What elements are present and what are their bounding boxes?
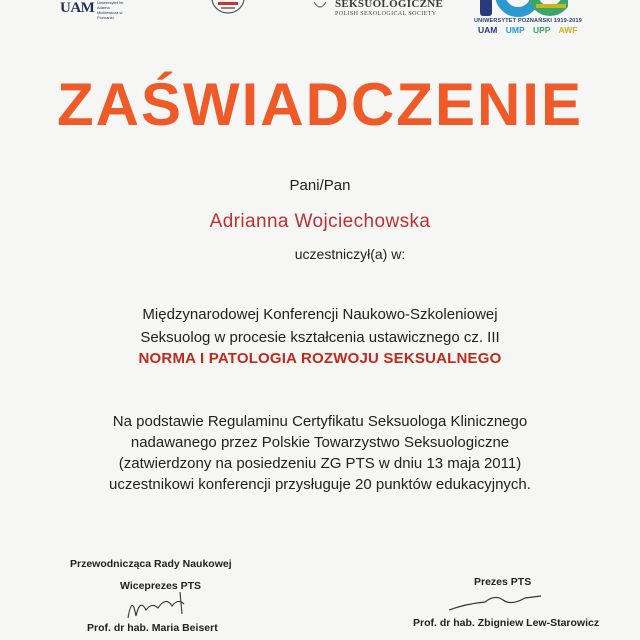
left-signatory-vice: Wiceprezes PTS — [120, 580, 202, 592]
society-emblem-icon — [312, 0, 328, 12]
left-signatory-role: Przewodnicząca Rady Naukowej — [70, 558, 232, 570]
paragraph-line-3: (zatwierdzony na posiedzeniu ZG PTS w dniu 13 maja 2011) — [118, 455, 522, 472]
certificate-title: ZAŚWIADCZENIE — [57, 71, 583, 138]
society-name: SEKSUOLOGICZNE — [335, 0, 444, 10]
right-signatory-name: Prof. dr hab. Zbigniew Lew-Starowicz — [413, 617, 600, 629]
recipient-name: Adrianna Wojciechowska — [209, 211, 431, 232]
conference-line-1: Międzynarodowej Konferencji Naukowo-Szkoleniowej — [142, 306, 498, 323]
abbr-awf: AWF — [558, 25, 578, 35]
participation-text: uczestniczył(a) w: — [294, 246, 406, 262]
salutation: Pani/Pan — [289, 177, 351, 194]
conference-title: NORMA I PATOLOGIA ROZWOJU SEKSUALNEGO — [138, 350, 502, 367]
society-subtitle: POLISH SEXOLOGICAL SOCIETY — [335, 11, 437, 17]
paragraph-line-1: Na podstawie Regulaminu Certyfikatu Seksuologa Klinicznego — [112, 413, 528, 430]
handwritten-signature-left — [118, 588, 198, 624]
left-signatory-name: Prof. dr hab. Maria Beisert — [87, 622, 218, 634]
society-logo — [335, 0, 443, 17]
paragraph-line-4: uczestnikowi konferencji przysługuje 20 punktów edukacyjnych. — [109, 476, 531, 493]
circle-logo-icon — [210, 0, 246, 16]
abbr-uam: UAM — [478, 25, 498, 35]
abbr-ump: UMP — [505, 25, 525, 35]
right-signatory-role: Prezes PTS — [474, 576, 532, 588]
handwritten-signature-right — [445, 590, 545, 614]
uam-logo: UAM — [60, 0, 95, 16]
uam-logo-subtext: Uniwersytet im. Adama Mickiewicza w Poznaniu — [97, 0, 125, 20]
university-centenary-line: UNIWERSYTET POZNAŃSKI 1919-2019 — [474, 18, 582, 24]
abbr-upp: UPP — [533, 25, 551, 35]
centenary-100-logo-icon — [476, 0, 568, 18]
conference-line-2: Seksuolog w procesie kształcenia ustawicznego cz. III — [140, 329, 500, 346]
header-logos — [0, 0, 640, 45]
paragraph-line-2: nadawanego przez Polskie Towarzystwo Seksuologiczne — [130, 434, 510, 451]
university-abbreviations — [478, 25, 583, 35]
